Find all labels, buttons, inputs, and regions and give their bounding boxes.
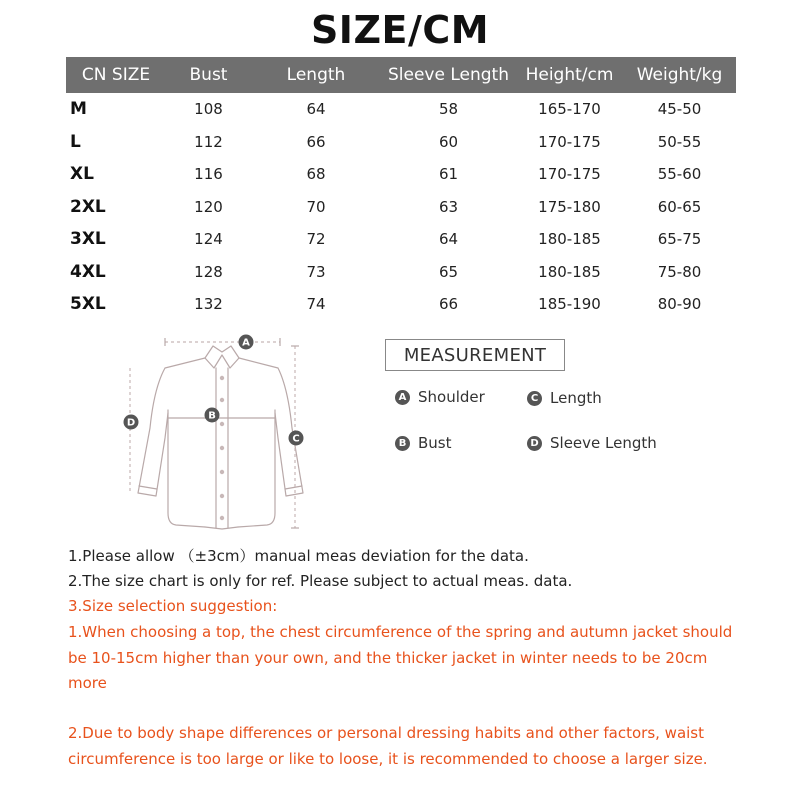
height-cell: 180-185	[538, 262, 601, 281]
legend-badge-c: C	[527, 391, 542, 406]
svg-text:A: A	[242, 337, 250, 349]
size-cell: M	[70, 99, 87, 120]
note-reference: 2.The size chart is only for ref. Please subject to actual meas. data.	[68, 572, 573, 590]
size-cell: 2XL	[70, 196, 106, 217]
sleeve-cell: 60	[438, 132, 459, 151]
legend-length	[527, 389, 602, 407]
size-cell: 4XL	[70, 261, 106, 282]
length-cell: 72	[306, 230, 326, 249]
bust-cell: 132	[194, 295, 223, 314]
note-suggestion-top: 1.When choosing a top, the chest circumference of the spring and autumn jacket should be 10-15cm higher than your own, and the thicker jacket in winter needs to be 20cm more	[68, 623, 733, 692]
size-cell: XL	[70, 164, 94, 185]
length-cell: 68	[306, 165, 326, 184]
size-cell: 3XL	[70, 229, 106, 250]
note-deviation: 1.Please allow （±3cm）manual meas deviation for the data.	[68, 547, 529, 565]
header-height: Height/cm	[516, 57, 623, 93]
sleeve-cell: 58	[438, 100, 459, 119]
weight-cell: 50-55	[657, 132, 702, 151]
header-length: Length	[251, 57, 381, 93]
legend-shoulder	[395, 388, 485, 406]
measurement-heading: MEASUREMENT	[385, 339, 565, 371]
legend-badge-d: D	[527, 436, 542, 451]
marker-c	[289, 431, 304, 446]
length-cell: 70	[306, 197, 326, 216]
shirt-diagram	[110, 328, 320, 543]
weight-cell: 45-50	[657, 100, 702, 119]
header-weight: Weight/kg	[623, 57, 736, 93]
height-cell: 165-170	[538, 100, 601, 119]
length-cell: 64	[306, 100, 326, 119]
sleeve-cell: 61	[438, 165, 459, 184]
svg-text:C: C	[292, 433, 300, 445]
sleeve-cell: 64	[438, 230, 459, 249]
legend-bust	[395, 434, 452, 452]
table-row	[66, 191, 736, 224]
length-cell: 73	[306, 262, 326, 281]
table-row	[66, 93, 736, 126]
legend-label: Length	[550, 389, 602, 407]
height-cell: 170-175	[538, 165, 601, 184]
height-cell: 180-185	[538, 230, 601, 249]
svg-text:B: B	[208, 410, 216, 422]
weight-cell: 80-90	[657, 295, 702, 314]
header-sleeve-length: Sleeve Length	[381, 57, 516, 93]
table-header-row	[66, 57, 736, 93]
size-table	[66, 57, 736, 321]
weight-cell: 60-65	[657, 197, 702, 216]
bust-cell: 112	[194, 132, 223, 151]
bust-cell: 108	[194, 100, 223, 119]
size-cell: L	[70, 131, 81, 152]
length-cell: 74	[306, 295, 326, 314]
sleeve-cell: 66	[438, 295, 459, 314]
legend-label: Shoulder	[418, 388, 485, 406]
size-cell: 5XL	[70, 294, 106, 315]
sleeve-cell: 65	[438, 262, 459, 281]
marker-b	[205, 408, 220, 423]
bust-cell: 124	[194, 230, 223, 249]
table-row	[66, 256, 736, 289]
table-row	[66, 126, 736, 159]
weight-cell: 65-75	[657, 230, 702, 249]
legend-sleeve-length	[527, 434, 657, 452]
note-suggestion-heading: 3.Size selection suggestion:	[68, 597, 278, 615]
page-title: SIZE/CM	[310, 8, 490, 52]
height-cell: 185-190	[538, 295, 601, 314]
sleeve-cell: 63	[438, 197, 459, 216]
header-cn-size: CN SIZE	[66, 57, 166, 93]
bust-cell: 128	[194, 262, 223, 281]
table-row	[66, 158, 736, 191]
header-bust: Bust	[166, 57, 251, 93]
legend-badge-b: B	[395, 436, 410, 451]
note-suggestion-size: 2.Due to body shape differences or personal dressing habits and other factors, waist circumference is too large or like to loose, it is recommended to choose a larger size.	[68, 724, 708, 768]
marker-d	[124, 415, 139, 430]
height-cell: 175-180	[538, 197, 601, 216]
length-cell: 66	[306, 132, 326, 151]
legend-label: Sleeve Length	[550, 434, 657, 452]
height-cell: 170-175	[538, 132, 601, 151]
bust-cell: 120	[194, 197, 223, 216]
table-row	[66, 223, 736, 256]
legend-badge-a: A	[395, 390, 410, 405]
weight-cell: 75-80	[657, 262, 702, 281]
svg-text:D: D	[126, 417, 136, 429]
table-row	[66, 288, 736, 321]
weight-cell: 55-60	[657, 165, 702, 184]
marker-a	[239, 335, 254, 350]
legend-label: Bust	[418, 434, 452, 452]
bust-cell: 116	[194, 165, 223, 184]
